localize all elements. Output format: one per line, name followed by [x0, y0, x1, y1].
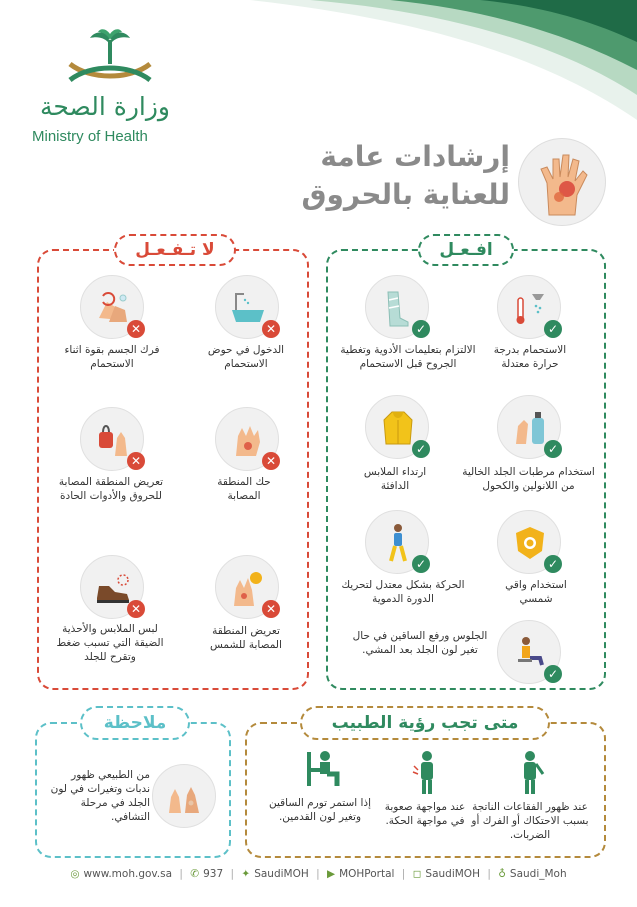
dont-x-badge: ✕ — [262, 452, 280, 470]
sunscreen-icon — [512, 523, 548, 563]
walking-person-icon — [380, 523, 416, 563]
difficult-walk-icon — [410, 750, 444, 796]
globe-icon: ◎ — [70, 868, 80, 880]
footer-website[interactable]: www.moh.gov.sa — [83, 868, 173, 880]
footer-snapchat[interactable]: Saudi_Moh — [509, 868, 567, 880]
do-item-text: الالتزام بتعليمات الأدوية وتغطية الجروح قبل الاستحمام — [340, 344, 476, 370]
footer-instagram[interactable]: SaudiMOH — [425, 868, 480, 880]
dont-x-badge: ✕ — [127, 600, 145, 618]
blistered-person-icon — [513, 750, 547, 796]
do-check-badge: ✓ — [544, 555, 562, 573]
twitter-icon: ✦ — [241, 868, 251, 880]
footer-youtube[interactable]: MOHPortal — [339, 868, 395, 880]
footer-phone[interactable]: 937 — [203, 868, 224, 880]
note-icon-circle — [152, 764, 216, 828]
do-item-text: استخدام واقي شمسي — [505, 579, 567, 605]
youtube-icon: ▶ — [326, 868, 336, 880]
dont-item-text: تعريض المنطقة المصابة للشمس — [210, 625, 282, 651]
tight-shoe-icon — [95, 568, 131, 608]
note-text: من الطبيعي ظهور ندبات وتغيرات في لون الجلد في مرحلة التشافي. — [50, 769, 150, 823]
scratching-hand-icon — [230, 420, 266, 460]
kettle-hand-icon — [95, 420, 131, 460]
dont-item-text: لبس الملابس والأحذية الضيقة التي تسبب ضغط وتقرح للجلد — [56, 623, 164, 663]
note-label: ملاحظة — [80, 706, 190, 740]
do-item-text: الحركة بشكل معتدل لتحريك الدورة الدموية — [341, 579, 465, 605]
burned-hand-icon — [518, 138, 606, 226]
dont-item-text: الدخول في حوض الاستحمام — [207, 344, 285, 370]
dont-x-badge: ✕ — [127, 320, 145, 338]
moh-logo — [32, 28, 180, 158]
bandaged-leg-icon — [380, 288, 416, 328]
do-item-text: الجلوس ورفع الساقين في حال تغير لون الجلد بعد المشي. — [352, 630, 488, 656]
do-item-text: الاستحمام بدرجة حرارة معتدلة — [493, 344, 567, 370]
page-title-line1: إرشادات عامة — [320, 140, 510, 173]
shower-thermometer-icon — [512, 288, 548, 328]
scrubbing-hands-icon — [95, 288, 131, 328]
snapchat-icon: ♁ — [498, 868, 506, 880]
palm-crossed-swords-emblem — [50, 28, 170, 88]
do-item-text: ارتداء الملابس الدافئة — [363, 466, 427, 492]
dont-x-badge: ✕ — [262, 600, 280, 618]
doctor-item-text: عند مواجهة صعوبة في مواجهة الحكة. — [384, 801, 466, 827]
healing-hands-icon — [167, 777, 203, 817]
page-title-line2: للعناية بالحروق — [301, 178, 510, 211]
footer-twitter[interactable]: SaudiMOH — [254, 868, 309, 880]
do-label: افـعـل — [418, 234, 514, 266]
phone-icon: ✆ — [190, 868, 200, 880]
doctor-item-text: إذا استمر تورم الساقين وتغير لون القدمين. — [268, 797, 372, 823]
header-swoosh-graphic — [250, 0, 637, 130]
dont-label: لا تـفـعـل — [114, 234, 236, 266]
do-check-badge: ✓ — [412, 555, 430, 573]
dont-x-badge: ✕ — [127, 452, 145, 470]
dont-item-text: حك المنطقة المصابة — [217, 476, 271, 502]
swollen-legs-icon — [305, 750, 345, 790]
moisturizer-bottle-icon — [512, 408, 548, 448]
do-check-badge: ✓ — [544, 320, 562, 338]
do-check-badge: ✓ — [544, 665, 562, 683]
seated-person-icon — [512, 633, 548, 673]
dont-item-text: فرك الجسم بقوة اثناء الاستحمام — [64, 344, 160, 370]
sun-hand-icon — [230, 568, 266, 608]
dont-x-badge: ✕ — [262, 320, 280, 338]
instagram-icon: ◻ — [412, 868, 422, 880]
doctor-label: متى تجب رؤية الطبيب — [300, 706, 550, 740]
dont-item-text: تعريض المنطقة المصابة للحروق والأدوات الحادة — [58, 476, 164, 502]
do-item-text: استخدام مرطبات الجلد الخالية من اللانولين والكحول — [462, 466, 595, 492]
doctor-item-text: عند ظهور الفقاعات الناتجة بسبب الاحتكاك أو الفرك أو الضربات. — [471, 801, 589, 841]
ministry-name-ar: وزارة الصحة — [40, 92, 170, 121]
bathtub-icon — [230, 288, 266, 328]
do-check-badge: ✓ — [412, 440, 430, 458]
do-check-badge: ✓ — [412, 320, 430, 338]
ministry-name-en: Ministry of Health — [32, 128, 148, 145]
yellow-hoodie-icon — [380, 408, 416, 448]
footer-contacts: ◎ www.moh.gov.sa | ✆ 937 | ✦ SaudiMOH | ▶ MOHPortal | ◻ SaudiMOH | ♁ Saudi_Moh — [70, 868, 567, 880]
do-check-badge: ✓ — [544, 440, 562, 458]
